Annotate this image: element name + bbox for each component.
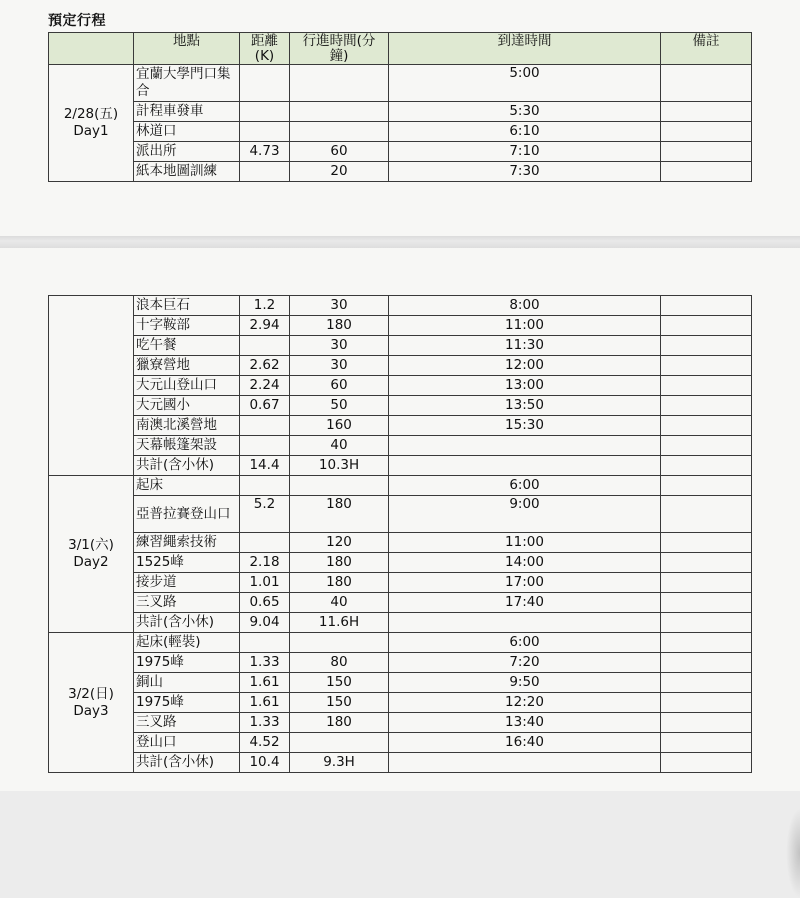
arrival-time-cell: 5:00 — [389, 65, 661, 102]
place-cell: 南澳北溪營地 — [134, 416, 240, 436]
day-number: Day3 — [73, 702, 109, 719]
page-1 — [0, 0, 800, 236]
table-row — [49, 613, 752, 633]
distance-cell: 4.73 — [240, 142, 290, 162]
place-cell: 大元國小 — [134, 396, 240, 416]
day-number: Day2 — [73, 554, 109, 570]
distance-cell: 0.67 — [240, 396, 290, 416]
notes-cell — [661, 593, 752, 613]
place-cell: 獵寮營地 — [134, 356, 240, 376]
table-row — [49, 65, 752, 102]
arrival-time-cell — [389, 456, 661, 476]
distance-cell — [240, 336, 290, 356]
notes-cell — [661, 693, 752, 713]
travel-time-cell: 160 — [290, 416, 389, 436]
place-cell: 共計(含小休) — [134, 753, 240, 773]
table-row — [49, 376, 752, 396]
arrival-time-cell: 5:30 — [389, 102, 661, 122]
day-label-cell — [49, 633, 134, 773]
place-cell: 宜蘭大學門口集合 — [134, 65, 240, 102]
day-date: 3/2(日) — [68, 685, 114, 702]
table-row — [49, 396, 752, 416]
table-row — [49, 553, 752, 573]
arrival-time-cell: 9:50 — [389, 673, 661, 693]
arrival-time-cell — [389, 753, 661, 773]
place-cell: 接步道 — [134, 573, 240, 593]
arrival-time-cell: 13:00 — [389, 376, 661, 396]
notes-cell — [661, 476, 752, 496]
place-cell: 起床 — [134, 476, 240, 496]
notes-cell — [661, 416, 752, 436]
table-row — [49, 733, 752, 753]
arrival-time-cell: 6:10 — [389, 122, 661, 142]
travel-time-cell: 50 — [290, 396, 389, 416]
place-cell: 十字鞍部 — [134, 316, 240, 336]
header-place: 地點 — [134, 33, 240, 65]
table-row — [49, 162, 752, 182]
arrival-time-cell: 17:00 — [389, 573, 661, 593]
place-cell: 林道口 — [134, 122, 240, 142]
place-cell: 天幕帳篷架設 — [134, 436, 240, 456]
travel-time-cell: 180 — [290, 316, 389, 336]
distance-cell — [240, 122, 290, 142]
day-date: 3/1(六) — [68, 537, 114, 553]
arrival-time-cell: 11:00 — [389, 533, 661, 553]
place-cell: 亞普拉賽登山口 — [134, 496, 240, 533]
travel-time-cell: 180 — [290, 713, 389, 733]
arrival-time-cell: 6:00 — [389, 476, 661, 496]
distance-cell: 1.33 — [240, 653, 290, 673]
notes-cell — [661, 553, 752, 573]
place-cell: 登山口 — [134, 733, 240, 753]
day-number: Day1 — [73, 123, 109, 139]
day-date: 2/28(五) — [63, 106, 119, 122]
distance-cell — [240, 416, 290, 436]
arrival-time-cell: 7:20 — [389, 653, 661, 673]
arrival-time-cell: 7:10 — [389, 142, 661, 162]
table-row — [49, 102, 752, 122]
distance-cell — [240, 436, 290, 456]
arrival-time-cell: 7:30 — [389, 162, 661, 182]
travel-time-cell: 40 — [290, 593, 389, 613]
notes-cell — [661, 573, 752, 593]
notes-cell — [661, 633, 752, 653]
header-notes: 備註 — [661, 33, 752, 65]
distance-cell: 2.24 — [240, 376, 290, 396]
distance-cell: 0.65 — [240, 593, 290, 613]
distance-cell: 1.01 — [240, 573, 290, 593]
notes-cell — [661, 653, 752, 673]
table-row — [49, 416, 752, 436]
table-row — [49, 142, 752, 162]
place-cell: 起床(輕裝) — [134, 633, 240, 653]
table-row — [49, 316, 752, 336]
notes-cell — [661, 533, 752, 553]
place-cell: 浪本巨石 — [134, 296, 240, 316]
table-row — [49, 673, 752, 693]
travel-time-cell: 30 — [290, 336, 389, 356]
day-label-cell — [49, 476, 134, 633]
table-row — [49, 496, 752, 533]
travel-time-cell: 9.3H — [290, 753, 389, 773]
travel-time-cell: 180 — [290, 553, 389, 573]
place-cell: 三叉路 — [134, 593, 240, 613]
travel-time-cell: 20 — [290, 162, 389, 182]
notes-cell — [661, 296, 752, 316]
distance-cell — [240, 633, 290, 653]
arrival-time-cell: 16:40 — [389, 733, 661, 753]
notes-cell — [661, 122, 752, 142]
distance-cell: 4.52 — [240, 733, 290, 753]
notes-cell — [661, 65, 752, 102]
travel-time-cell: 150 — [290, 673, 389, 693]
table-row — [49, 356, 752, 376]
distance-cell — [240, 102, 290, 122]
distance-cell: 5.2 — [240, 496, 290, 533]
travel-time-cell — [290, 733, 389, 753]
place-cell: 大元山登山口 — [134, 376, 240, 396]
schedule-table-page-2 — [48, 295, 752, 773]
travel-time-cell: 30 — [290, 356, 389, 376]
travel-time-cell: 180 — [290, 573, 389, 593]
notes-cell — [661, 436, 752, 456]
travel-time-cell: 40 — [290, 436, 389, 456]
distance-cell: 2.94 — [240, 316, 290, 336]
notes-cell — [661, 102, 752, 122]
distance-cell: 14.4 — [240, 456, 290, 476]
table-row — [49, 296, 752, 316]
arrival-time-cell: 11:00 — [389, 316, 661, 336]
place-cell: 練習繩索技術 — [134, 533, 240, 553]
schedule-table-page-1 — [48, 32, 752, 182]
table-row — [49, 476, 752, 496]
travel-time-cell: 11.6H — [290, 613, 389, 633]
notes-cell — [661, 376, 752, 396]
arrival-time-cell: 15:30 — [389, 416, 661, 436]
table-row — [49, 593, 752, 613]
distance-cell — [240, 533, 290, 553]
arrival-time-cell: 12:00 — [389, 356, 661, 376]
arrival-time-cell: 13:50 — [389, 396, 661, 416]
place-cell: 吃午餐 — [134, 336, 240, 356]
arrival-time-cell: 17:40 — [389, 593, 661, 613]
table-row — [49, 336, 752, 356]
table-row — [49, 533, 752, 553]
place-cell: 1975峰 — [134, 693, 240, 713]
arrival-time-cell: 13:40 — [389, 713, 661, 733]
arrival-time-cell — [389, 436, 661, 456]
distance-cell — [240, 476, 290, 496]
arrival-time-cell: 11:30 — [389, 336, 661, 356]
distance-cell — [240, 65, 290, 102]
place-cell: 共計(含小休) — [134, 613, 240, 633]
distance-cell: 10.4 — [240, 753, 290, 773]
table-row — [49, 693, 752, 713]
distance-cell: 1.2 — [240, 296, 290, 316]
notes-cell — [661, 733, 752, 753]
header-arrival-time: 到達時間 — [389, 33, 661, 65]
notes-cell — [661, 673, 752, 693]
place-cell: 銅山 — [134, 673, 240, 693]
notes-cell — [661, 396, 752, 416]
travel-time-cell: 150 — [290, 693, 389, 713]
notes-cell — [661, 613, 752, 633]
distance-cell: 9.04 — [240, 613, 290, 633]
travel-time-cell — [290, 65, 389, 102]
notes-cell — [661, 713, 752, 733]
page-gap — [0, 236, 800, 248]
travel-time-cell: 10.3H — [290, 456, 389, 476]
place-cell: 紙本地圖訓練 — [134, 162, 240, 182]
place-cell: 1525峰 — [134, 553, 240, 573]
place-cell: 1975峰 — [134, 653, 240, 673]
header-day — [49, 33, 134, 65]
notes-cell — [661, 336, 752, 356]
header-travel-time: 行進時間(分 鐘) — [290, 33, 389, 65]
travel-time-cell: 80 — [290, 653, 389, 673]
distance-cell: 2.62 — [240, 356, 290, 376]
header-row — [49, 33, 752, 65]
day-label-cell — [49, 296, 134, 476]
day-label-cell — [49, 65, 134, 182]
notes-cell — [661, 496, 752, 533]
arrival-time-cell: 12:20 — [389, 693, 661, 713]
table-row — [49, 122, 752, 142]
arrival-time-cell: 9:00 — [389, 496, 661, 533]
table-row — [49, 436, 752, 456]
notes-cell — [661, 316, 752, 336]
table-row — [49, 753, 752, 773]
travel-time-cell: 30 — [290, 296, 389, 316]
table-row — [49, 573, 752, 593]
notes-cell — [661, 456, 752, 476]
travel-time-cell — [290, 476, 389, 496]
notes-cell — [661, 753, 752, 773]
document-title: 預定行程 — [48, 13, 106, 29]
place-cell: 派出所 — [134, 142, 240, 162]
distance-cell: 1.33 — [240, 713, 290, 733]
notes-cell — [661, 162, 752, 182]
travel-time-cell — [290, 122, 389, 142]
travel-time-cell: 60 — [290, 376, 389, 396]
page-edge-shadow — [786, 808, 800, 898]
distance-cell: 1.61 — [240, 693, 290, 713]
travel-time-cell: 180 — [290, 496, 389, 533]
place-cell: 共計(含小休) — [134, 456, 240, 476]
distance-cell: 1.61 — [240, 673, 290, 693]
travel-time-cell — [290, 102, 389, 122]
table-row — [49, 633, 752, 653]
arrival-time-cell: 6:00 — [389, 633, 661, 653]
travel-time-cell: 120 — [290, 533, 389, 553]
table-row — [49, 653, 752, 673]
distance-cell: 2.18 — [240, 553, 290, 573]
place-cell: 三叉路 — [134, 713, 240, 733]
table-row — [49, 456, 752, 476]
place-cell: 計程車發車 — [134, 102, 240, 122]
arrival-time-cell — [389, 613, 661, 633]
arrival-time-cell: 8:00 — [389, 296, 661, 316]
table-row — [49, 713, 752, 733]
travel-time-cell: 60 — [290, 142, 389, 162]
distance-cell — [240, 162, 290, 182]
page-2 — [0, 248, 800, 791]
notes-cell — [661, 142, 752, 162]
notes-cell — [661, 356, 752, 376]
travel-time-cell — [290, 633, 389, 653]
header-distance: 距離 (K) — [240, 33, 290, 65]
arrival-time-cell: 14:00 — [389, 553, 661, 573]
